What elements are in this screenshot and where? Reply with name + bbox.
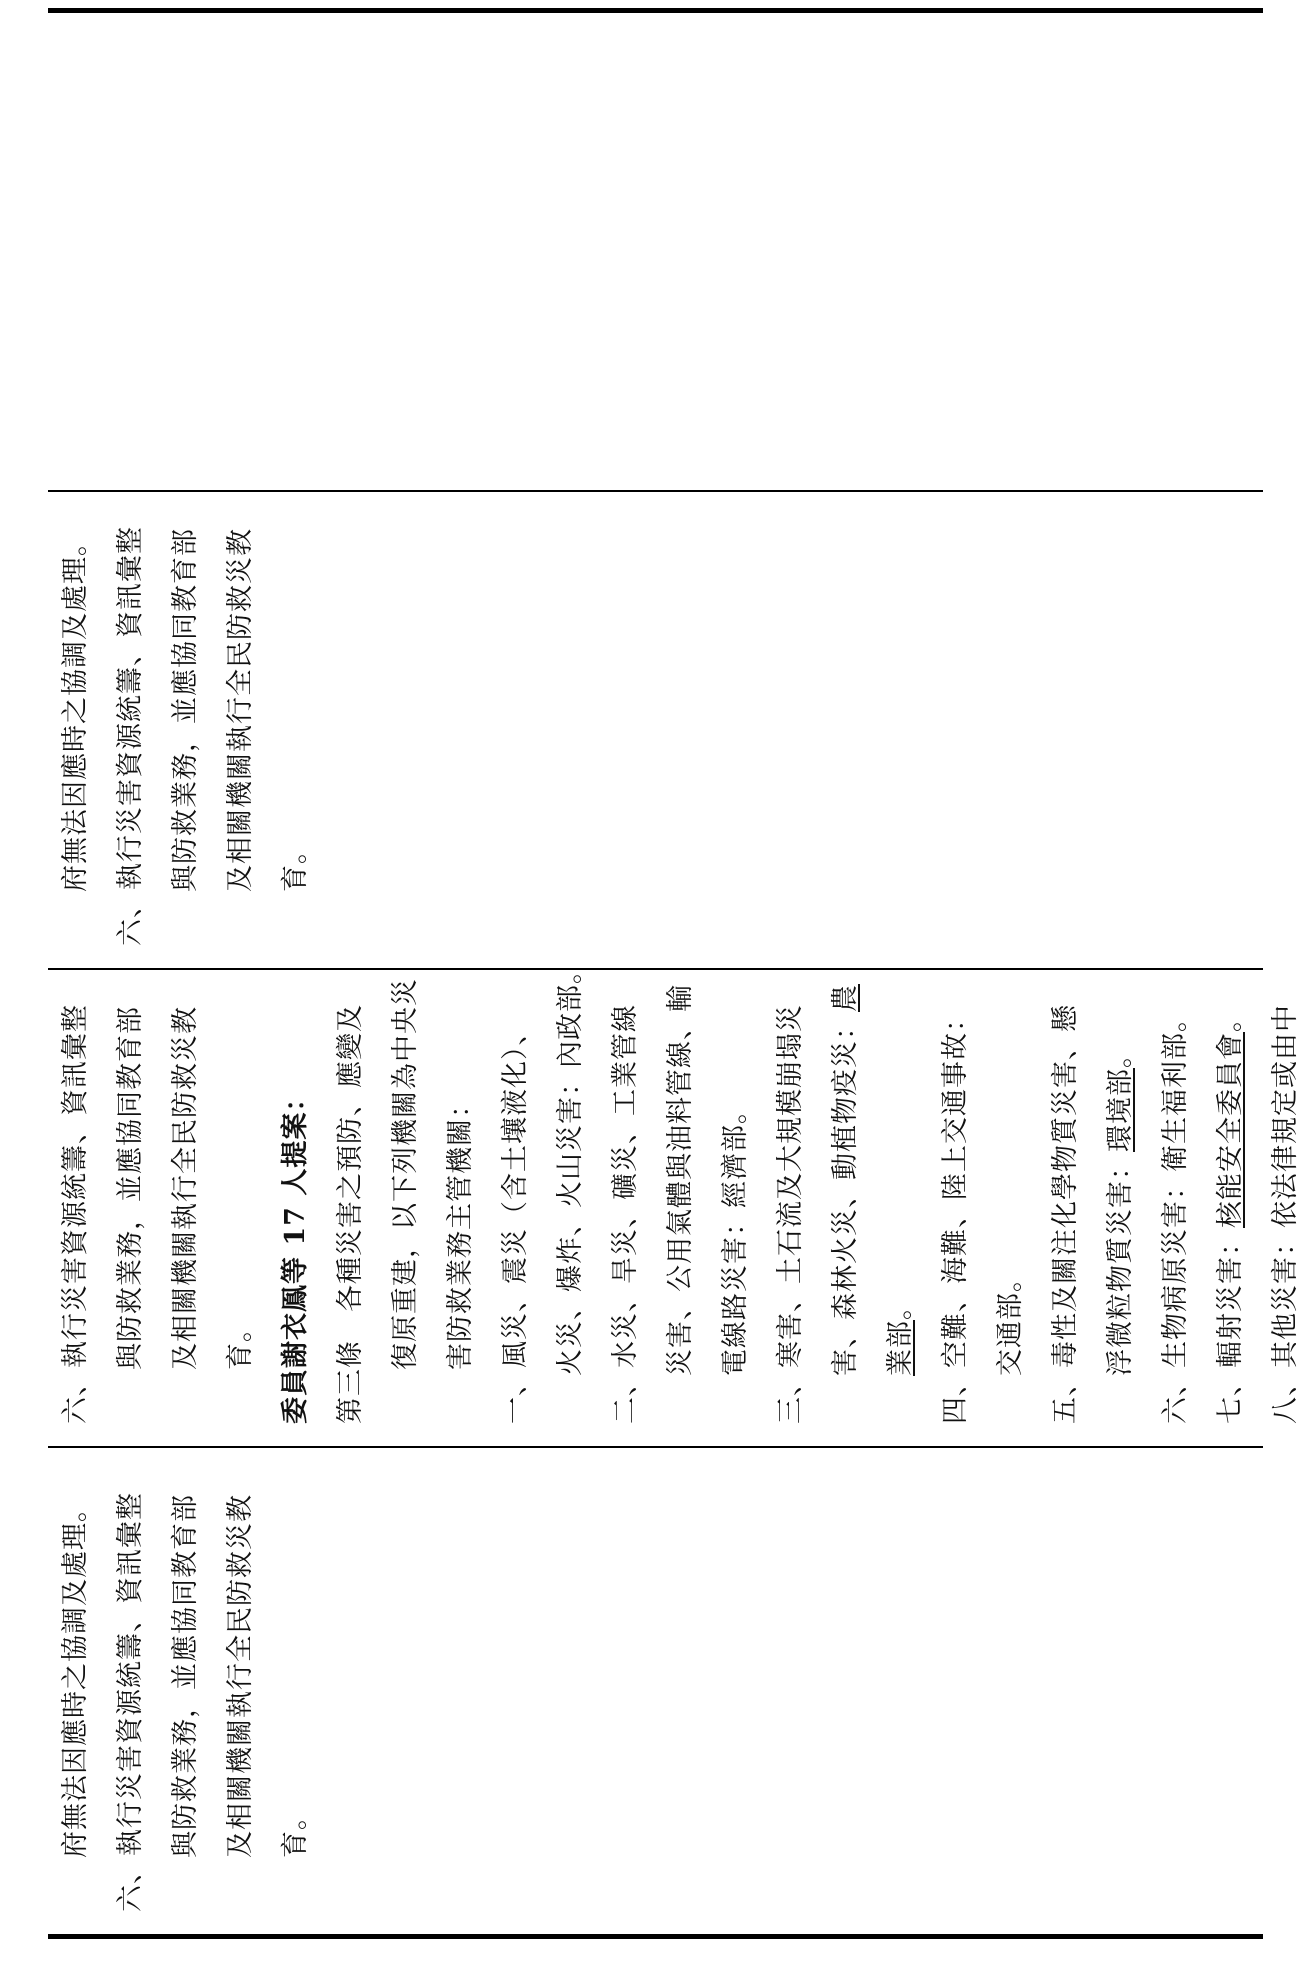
text-line: 及相關機關執行全民防救災教 [225,1494,256,1858]
text-line: 育。 [225,1314,256,1370]
item-text: 浮微粒物質災害： [1105,1152,1136,1376]
text-line: 與防救業務，並應協同教育部 [115,1006,146,1370]
item-line: 三、寒害、土石流及大規模崩塌災 [775,1004,806,1424]
table-cell-proposal [48,956,1301,1446]
item-line [873,970,928,1424]
item-line: 五、毒性及關注化學物質災害、懸 [1050,1004,1081,1424]
underlined-amendment: 農 [830,984,861,1012]
text-line: 育。 [280,1802,311,1858]
item-line: 八、其他災害：依法律規定或由中 [1270,1004,1301,1424]
underlined-amendment: 環境部 [1105,1068,1136,1152]
text-line: 與防救業務，並應協同教育部 [170,1494,201,1858]
item-line: 二、水災、旱災、礦災、工業管線 [610,1004,641,1424]
item-text: 。 [1215,1004,1246,1032]
item-line: 交通部。 [995,1264,1026,1376]
text-line: 六、執行災害資源統籌、資訊彙整 [115,1492,146,1912]
text-line: 及相關機關執行全民防救災教 [170,1006,201,1370]
text-line: 府無法因應時之協調及處理。 [60,528,91,892]
article-line: 害防救業務主管機關： [445,1090,476,1370]
item-line: 災害、公用氣體與油料管線、輸 [665,984,696,1376]
item-line: 六、生物病原災害：衛生福利部。 [1160,1004,1191,1424]
item-line: 電線路災害：經濟部。 [720,1096,751,1376]
underlined-amendment: 業部 [885,1320,916,1376]
underlined-amendment: 核能安全委員會 [1215,1032,1246,1228]
text-line: 府無法因應時之協調及處理。 [60,1494,91,1858]
text-line: 六、執行災害資源統籌、資訊彙整 [115,526,146,946]
text-line: 育。 [280,836,311,892]
text-line: 六、執行災害資源統籌、資訊彙整 [60,1004,91,1424]
item-line [1093,970,1148,1424]
table-cell-empty [48,14,1263,490]
item-line: 四、空難、海難、陸上交通事故： [940,1004,971,1424]
bottom-rule [48,1934,1263,1939]
item-line: 一、風災、震災（含土壤液化）、 [500,1017,531,1424]
text-line: 與防救業務，並應協同教育部 [170,528,201,892]
item-text: 。 [885,1292,916,1320]
item-line: 火災、爆炸、火山災害：內政部。 [555,956,586,1376]
article-line: 第三條 各種災害之預防、應變及 [335,1004,366,1424]
article-line: 復原重建，以下列機關為中央災 [390,978,421,1370]
item-line [818,970,873,1424]
table-cell-original-text [48,1448,1263,1934]
item-text: 。 [1105,1040,1136,1068]
item-text: 害、森林火災、動植物疫災： [830,1012,861,1376]
text-line: 及相關機關執行全民防救災教 [225,528,256,892]
item-line [1203,970,1258,1424]
top-rule [48,8,1263,13]
item-text: 七、輻射災害： [1215,1228,1246,1424]
proposal-heading: 委員謝衣鳯等 17 人提案： [280,1083,311,1424]
table-cell-current-text [48,492,1263,968]
